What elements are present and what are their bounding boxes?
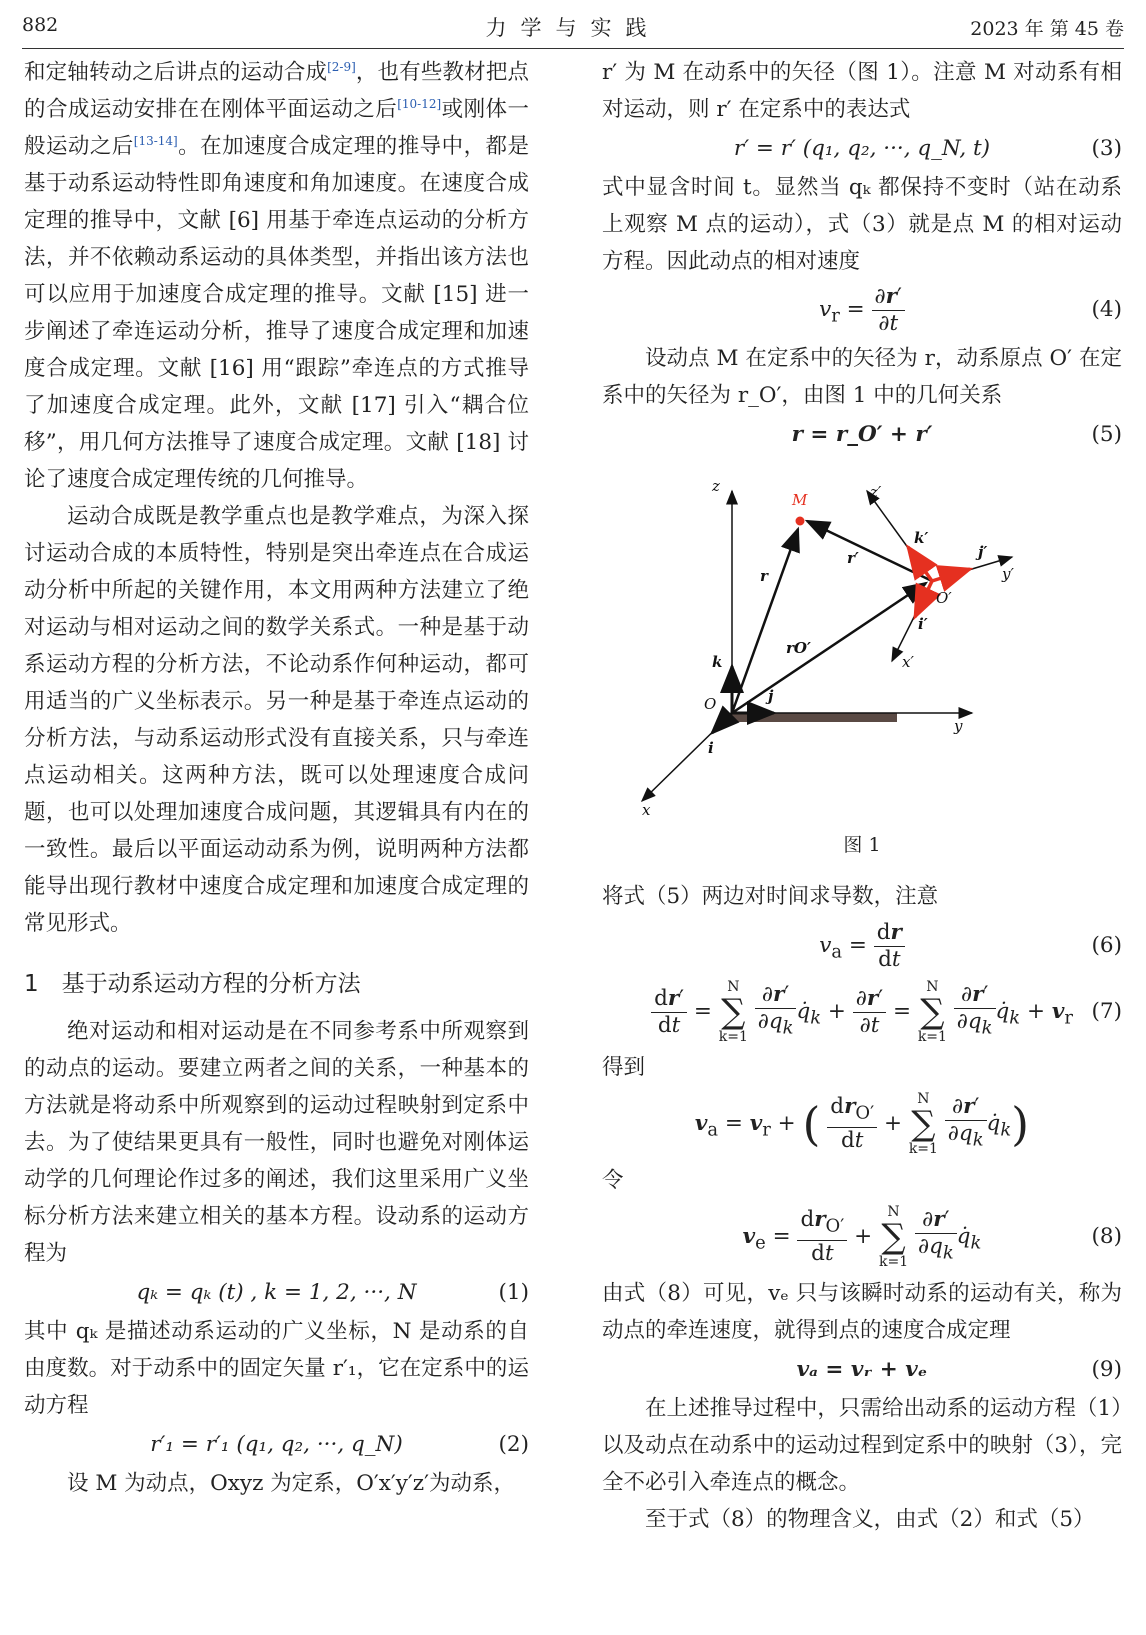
left-column [24,54,529,1502]
section-heading: 1 基于动系运动方程的分析方法 [24,971,361,997]
paragraph-let: 令 [602,1168,624,1193]
paragraph-relmotion: 式中显含时间 t。显然当 qₖ 都保持不变时（站在动系上观察 M 点的运动），式（3）就是点 M 的相对运动方程。因此动点的相对速度 [602,175,1122,274]
label-rO: rO′ [786,639,811,657]
paragraph-purpose: 运动合成既是教学重点也是教学难点，为深入探讨运动合成的本质特性，特别是突出牵连点在合成运动分析中所起的关键作用，本文用两种方法建立了绝对运动与相对运动之间的数学关系式。一种是基于动系运动方程的分析方法，不论动系作何种运动，都可用适当的广义坐标表示。另一种是基于牵连点运动的分析方法，与动系运动形式没有直接关系，只与牵连点运动相关。这两种方法，既可以处理速度合成问题，也可以处理加速度合成问题，其逻辑具有内在的一致性。最后以平面运动动系为例，说明两种方法都能导出现行教材中速度合成定理和加速度合成定理的常见形式。 [24,504,529,936]
paragraph-summary: 在上述推导过程中，只需给出动系的运动方程（1）以及动点在动系中的运动过程到定系中的映射（3），完全不必引入牵连点的概念。 [602,1396,1122,1495]
label-j: j [768,687,774,705]
issue-info: 2023 年 第 45 卷 [970,18,1124,40]
page-header [22,8,1124,49]
paragraph-transport-velocity: 由式（8）可见，vₑ 只与该瞬时动系的运动有关，称为动点的牵连速度，就得到点的速度合成定理 [602,1281,1122,1343]
label-x: x [642,801,651,819]
paragraph-geometry: 设动点 M 在定系中的矢径为 r，动系原点 O′ 在定系中的矢径为 r_O′，由图 1 中的几何关系 [602,346,1122,408]
equation-5: r = r_O′ + r′ (5) [791,422,1122,447]
equation-2: r′₁ = r′₁ (q₁, q₂, ···, q_N) (2) [150,1432,529,1457]
paragraph-derivative: 将式（5）两边对时间求导数，注意 [602,884,939,909]
equation-9: vₐ = vᵣ + vₑ (9) [796,1357,1122,1382]
label-r: r [760,567,768,585]
equation-unnumbered: $v_a = v_r$ + ( $\frac{dr_{O'}}{dt}$ + N ∑ k=1 $\frac{\partial r'}{\partial q_k}$ $q̇_k$) [694,1091,1030,1157]
label-i: i [708,739,714,757]
label-Oprime: O′ [936,589,952,607]
journal-title: 力学与实践 [485,16,661,40]
i-vector [712,713,732,733]
paragraph-relvector: r′ 为 M 在动系中的矢径（图 1）。注意 M 对动系有相对运动，则 r′ 在定系中的表达式 [602,60,1122,122]
equation-3: r′ = r′ (q₁, q₂, ···, q_N, t) (3) [733,136,1122,161]
right-column [602,54,1122,1538]
label-kprime: k′ [914,529,929,547]
label-O: O [704,695,717,713]
paragraph-intro: 和定轴转动之后讲点的运动合成[2-9]，也有些教材把点的合成运动安排在在刚体平面运动之后[10-12]或刚体一般运动之后[13-14]。在加速度合成定理的推导中，都是基于动系运动特性即角速度和角加速度。在速度合成定理的推导中，文献 [6] 用基于牵连点运动的分析方法，并不依赖动系运动的具体类型，并指出该方法也可以应用于加速度合成定理的推导。文献 [15] 进一步阐述了牵连运动分析，推导了速度合成定理和加速度合成定理。文献 [16] 用“跟踪”牵连点的方式推导了加速度合成定理。此外，文献 [17] 引入“耦合位移”，用几何方法推导了速度合成定理。文献 [18] 讨论了速度合成定理传统的几何推导。 [24,59,529,492]
figure-1 [602,461,1122,821]
paragraph-obtain: 得到 [602,1055,646,1080]
paragraph-physical: 至于式（8）的物理含义，由式（2）和式（5） [645,1507,1095,1532]
rO-vector [732,583,926,713]
iprime-vector [915,581,932,617]
label-k: k [712,653,723,671]
paragraph-method: 绝对运动和相对运动是在不同参考系中所观察到的动点的运动。要建立两者之间的关系，一种基本的方法就是将动系中所观察到的运动过程映射到定系中去。为了使结果更具有一般性，同时也避免对刚体运动学的几何理论作过多的阐述，我们这里采用广义坐标分析方法来建立相关的基本方程。设动系的运动方程为 [24,1019,529,1266]
paragraph-gencoords: 其中 qₖ 是描述动系运动的广义坐标，N 是动系的自由度数。对于动系中的固定矢量 r′₁，它在定系中的运动方程 [24,1319,529,1418]
label-zprime: z′ [870,483,882,501]
frames-diagram [602,461,1122,821]
r-vector [732,529,798,713]
page-number: 882 [22,14,59,36]
label-z: z [712,477,720,495]
equation-4: $v_r$ = $\frac{\partial r'}{\partial t}$ (4) [819,283,1122,336]
figure-caption: 图 1 [843,834,881,856]
equation-8: $v_e$ = $\frac{dr_{O'}}{dt}$ + N ∑ k=1 $\frac{\partial r'}{\partial q_k}$ $q̇_k$ (8) [742,1204,1122,1270]
equation-6: $v_a$ = $\frac{dr}{dt}$ (6) [819,919,1122,972]
point-M [796,517,805,526]
label-y: y [954,717,963,735]
paragraph-frames: 设 M 为动点，Oxyz 为定系，O′x′y′z′为动系， [67,1471,515,1496]
label-xprime: x′ [902,653,914,671]
label-M: M [792,491,808,509]
jprime-vector [932,569,970,581]
label-yprime: y′ [1002,565,1014,583]
label-jprime: j′ [978,543,988,561]
label-iprime: i′ [918,615,928,633]
equation-7: $\frac{dr'}{dt}$ = N ∑ k=1 $\frac{\partial r'}{\partial q_k}$ $q̇_k$ + $\frac{\partial r'}{\partial t}$ = N ∑ k=1 $\frac{\partial r'}{\partial q_k}$ $q̇_k + v_r$ (7) [602,977,1122,1047]
label-rprime: r′ [847,549,859,567]
equation-1: qₖ = qₖ (t) , k = 1, 2, ···, N (1) [136,1280,529,1305]
